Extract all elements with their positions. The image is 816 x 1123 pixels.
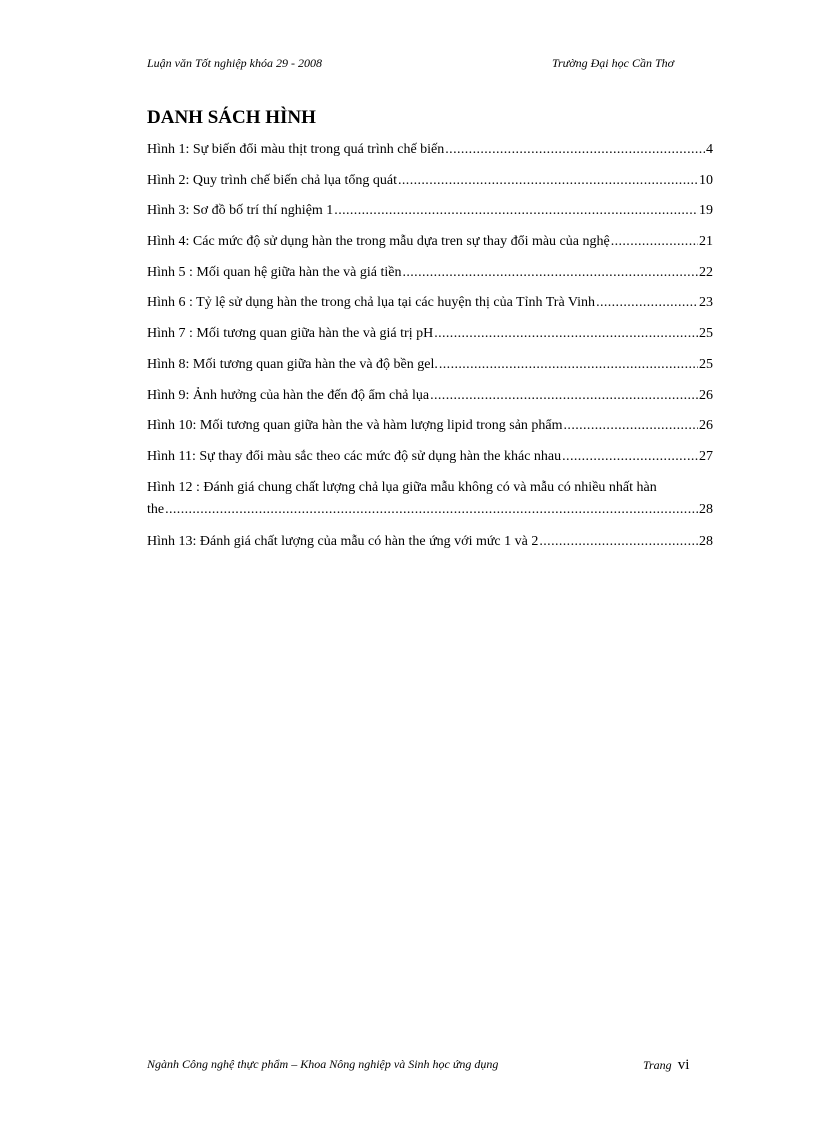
figure-entry-1[interactable] xyxy=(147,143,713,174)
dot-leader xyxy=(402,266,698,280)
dot-leader xyxy=(562,450,698,464)
entry-page: 27 xyxy=(699,448,713,464)
dot-leader xyxy=(611,235,698,249)
entry-label: Hình 8: Mối tương quan giữa hàn the và độ bền gel. xyxy=(147,356,438,372)
dot-leader xyxy=(445,143,705,157)
entry-label: Hình 13: Đánh giá chất lượng của mẫu có hàn the ứng với mức 1 và 2 xyxy=(147,533,539,549)
figure-entry-8[interactable] xyxy=(147,358,713,389)
dot-leader xyxy=(434,327,698,341)
figure-entry-12[interactable] xyxy=(147,481,713,535)
entry-label-line2: the xyxy=(147,501,165,517)
dot-leader xyxy=(564,419,698,433)
entry-page: 25 xyxy=(699,356,713,372)
entry-label: Hình 11: Sự thay đổi màu sắc theo các mức độ sử dụng hàn the khác nhau xyxy=(147,448,562,464)
entry-label: Hình 10: Mối tương quan giữa hàn the và hàm lượng lipid trong sản phẩm xyxy=(147,418,563,434)
figure-entry-11[interactable] xyxy=(147,450,713,481)
entry-page: 28 xyxy=(699,501,713,517)
entry-page: 25 xyxy=(699,326,713,342)
running-footer-left: Ngành Công nghệ thực phẩm – Khoa Nông nghiệp và Sinh học ứng dụng xyxy=(147,1057,499,1071)
entry-label: Hình 3: Sơ đồ bố trí thí nghiệm 1 xyxy=(147,203,334,219)
entry-page: 10 xyxy=(699,172,713,188)
dot-leader xyxy=(439,358,698,372)
figure-entry-13[interactable] xyxy=(147,535,713,566)
entry-page: 22 xyxy=(699,264,713,280)
figure-entry-6[interactable] xyxy=(147,296,713,327)
entry-page: 23 xyxy=(699,295,713,311)
figure-entry-9[interactable] xyxy=(147,389,713,420)
page-number: vi xyxy=(677,1057,690,1073)
entry-label: Hình 9: Ảnh hưởng của hàn the đến độ ẩm chả lụa xyxy=(147,387,430,403)
entry-label: Hình 1: Sự biến đổi màu thịt trong quá trình chế biến xyxy=(147,142,445,157)
running-header-right: Trường Đại học Cần Thơ xyxy=(552,56,675,70)
entry-label: Hình 4: Các mức độ sử dụng hàn the trong mẫu dựa tren sự thay đổi màu của nghệ xyxy=(147,234,610,250)
entry-label: Hình 6 : Tỷ lệ sử dụng hàn the trong chả lụa tại các huyện thị của Tỉnh Trà Vinh xyxy=(147,295,596,311)
entry-label-line1: Hình 12 : Đánh giá chung chất lượng chả lụa giữa mẫu không có và mẫu có nhiều nhất hàn xyxy=(147,479,657,495)
entry-page: 26 xyxy=(699,387,713,403)
entry-page: 21 xyxy=(699,234,713,250)
entry-label: Hình 7 : Mối tương quan giữa hàn the và giá trị pH xyxy=(147,326,434,342)
figure-entry-3[interactable] xyxy=(147,204,713,235)
figure-list xyxy=(147,143,713,565)
page-title: DANH SÁCH HÌNH xyxy=(147,107,316,128)
figure-entry-4[interactable] xyxy=(147,235,713,266)
dot-leader xyxy=(430,389,698,403)
running-header-left: Luận văn Tốt nghiệp khóa 29 - 2008 xyxy=(147,56,322,70)
entry-label: Hình 2: Quy trình chế biến chả lụa tổng quát xyxy=(147,172,397,188)
dot-leader xyxy=(539,535,698,549)
page-label: Trang xyxy=(643,1058,672,1072)
entry-page: 26 xyxy=(699,418,713,434)
dot-leader xyxy=(398,174,698,188)
figure-entry-10[interactable] xyxy=(147,419,713,450)
page-number-footer xyxy=(643,1057,689,1074)
entry-label: Hình 5 : Mối quan hệ giữa hàn the và giá tiền xyxy=(147,264,402,280)
entry-page: 4 xyxy=(706,142,713,157)
dot-leader xyxy=(165,503,698,517)
dot-leader xyxy=(334,204,698,218)
figure-entry-5[interactable] xyxy=(147,266,713,297)
entry-page: 28 xyxy=(699,533,713,549)
entry-page: 19 xyxy=(699,203,713,219)
figure-entry-2[interactable] xyxy=(147,174,713,205)
figure-entry-7[interactable] xyxy=(147,327,713,358)
dot-leader xyxy=(596,296,698,310)
